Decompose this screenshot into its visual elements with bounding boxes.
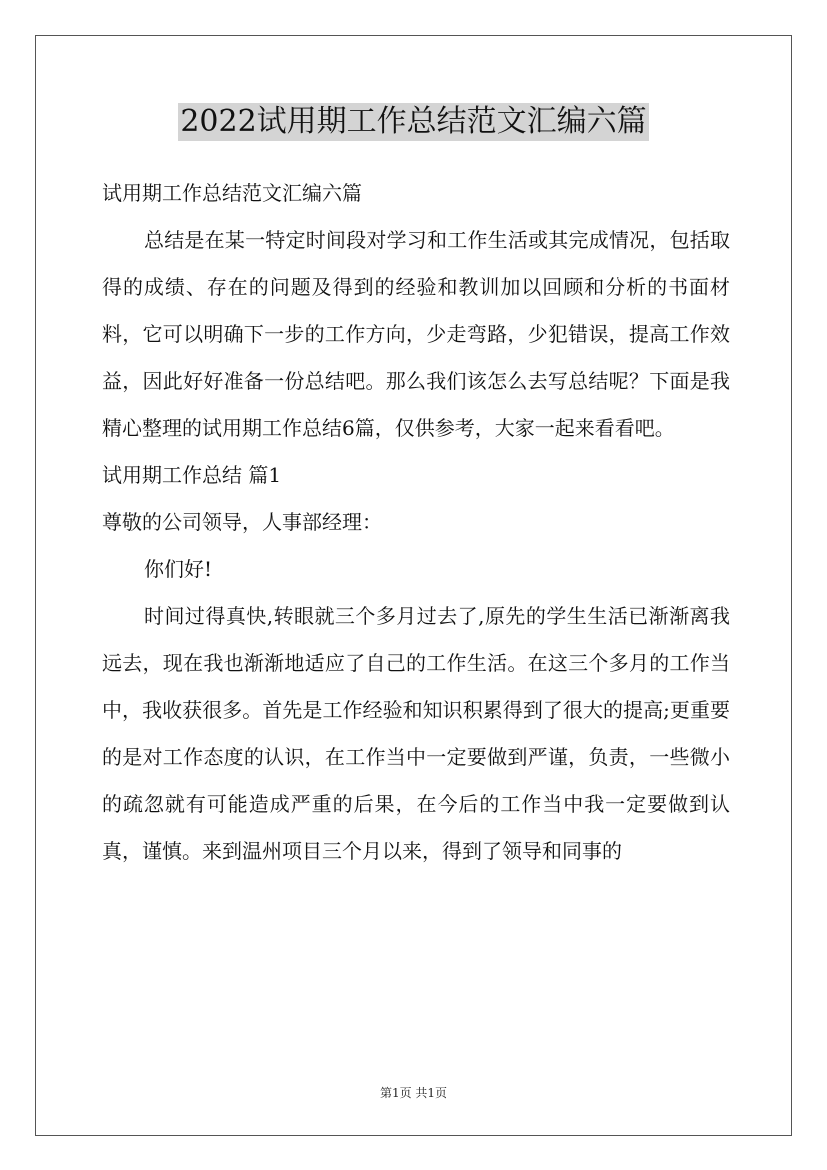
document-body	[102, 170, 730, 875]
page-footer: 第1页 共1页	[379, 1086, 448, 1100]
intro-paragraph: 总结是在某一特定时间段对学习和工作生活或其完成情况，包括取得的成绩、存在的问题及得到的经验和教训加以回顾和分析的书面材料，它可以明确下一步的工作方向，少走弯路，少犯错误，提高工作效益，因此好好准备一份总结吧。那么我们该怎么去写总结呢？下面是我精心整理的试用期工作总结6篇，仅供参考，大家一起来看看吧。	[102, 228, 730, 440]
subtitle: 试用期工作总结范文汇编六篇	[102, 181, 362, 205]
body-paragraph: 时间过得真快,转眼就三个多月过去了,原先的学生生活已渐渐离我远去，现在我也渐渐地适应了自己的工作生活。在这三个多月的工作当中，我收获很多。首先是工作经验和知识积累得到了很大的提高;更重要的是对工作态度的认识，在工作当中一定要做到严谨，负责，一些微小的疏忽就有可能造成严重的后果，在今后的工作当中我一定要做到认真，谨慎。来到温州项目三个月以来，得到了领导和同事的	[102, 604, 730, 863]
title-container	[0, 103, 827, 141]
greeting: 你们好!	[144, 557, 213, 581]
section-heading: 试用期工作总结 篇1	[102, 463, 282, 487]
page-title: 2022试用期工作总结范文汇编六篇	[180, 104, 647, 139]
salutation: 尊敬的公司领导，人事部经理：	[102, 510, 382, 534]
